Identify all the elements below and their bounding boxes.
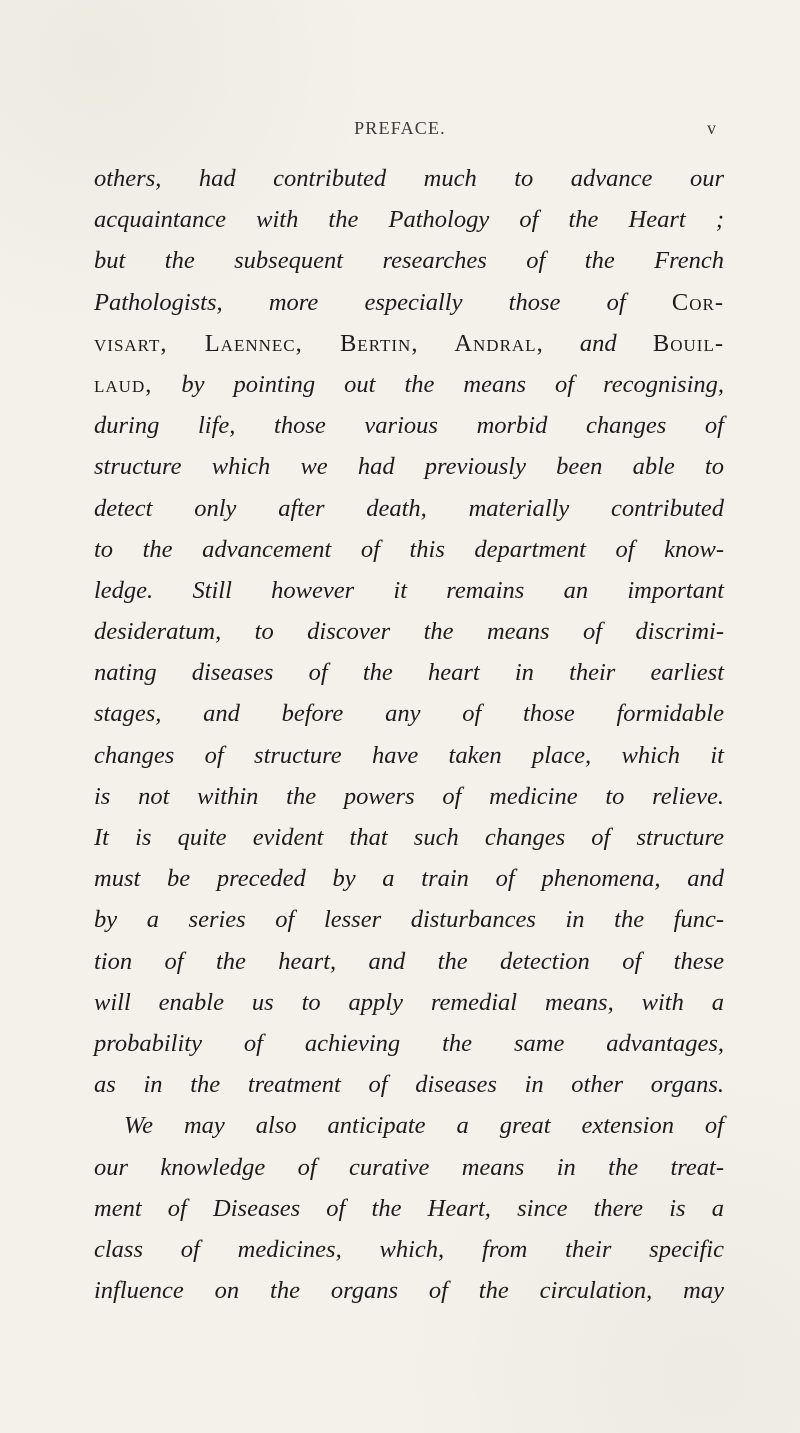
text-line: acquaintance with the Pathology of the Heart ;	[94, 206, 724, 234]
text-line: our knowledge of curative means in the treat-	[94, 1153, 724, 1181]
body-text	[94, 158, 724, 1311]
running-head	[0, 118, 800, 142]
running-title: PREFACE.	[354, 118, 446, 138]
text-line: probability of achieving the same advantages,	[94, 1029, 724, 1057]
text-line: We may also anticipate a great extension of	[124, 1112, 724, 1140]
text-line: tion of the heart, and the detection of these	[94, 947, 724, 975]
text-line: detect only after death, materially contributed	[94, 494, 724, 522]
text-span: and	[579, 329, 617, 357]
text-line: is not within the powers of medicine to relieve.	[94, 782, 724, 810]
text-span: Pathologists, more especially those of	[94, 288, 626, 316]
text-line: others, had contributed much to advance our	[94, 165, 724, 192]
text-line: but the subsequent researches of the French	[94, 247, 724, 275]
text-line: ledge. Still however it remains an important	[94, 576, 724, 604]
text-line: must be preceded by a train of phenomena, and	[94, 865, 724, 893]
text-line: structure which we had previously been able to	[94, 453, 724, 481]
text-line: nating diseases of the heart in their earliest	[94, 659, 724, 687]
text-line	[94, 282, 724, 323]
proper-name: Cor-	[671, 288, 724, 316]
text-line: during life, those various morbid changes of	[94, 412, 724, 440]
proper-name: Bouil-	[652, 329, 724, 357]
text-line: It is quite evident that such changes of structure	[94, 824, 724, 851]
text-line: to the advancement of this department of know-	[94, 535, 724, 563]
text-line: desideratum, to discover the means of discrimi-	[94, 618, 724, 646]
text-line	[94, 323, 724, 364]
text-line: influence on the organs of the circulation, may	[94, 1277, 724, 1305]
text-span: by pointing out the means of recognising,	[181, 370, 725, 398]
text-line: as in the treatment of diseases in other organs.	[94, 1071, 724, 1099]
text-line: changes of structure have taken place, which it	[94, 741, 724, 769]
page-number: v	[707, 118, 716, 138]
text-line: ment of Diseases of the Heart, since there is a	[94, 1194, 724, 1222]
text-line: class of medicines, which, from their specific	[94, 1235, 724, 1263]
text-line: by a series of lesser disturbances in the func-	[94, 906, 724, 934]
proper-names: visart, Laennec, Bertin, Andral,	[94, 329, 544, 357]
text-line: will enable us to apply remedial means, with a	[94, 988, 724, 1016]
text-line: stages, and before any of those formidable	[94, 700, 724, 728]
proper-name: laud,	[94, 370, 153, 398]
text-line	[94, 364, 724, 405]
